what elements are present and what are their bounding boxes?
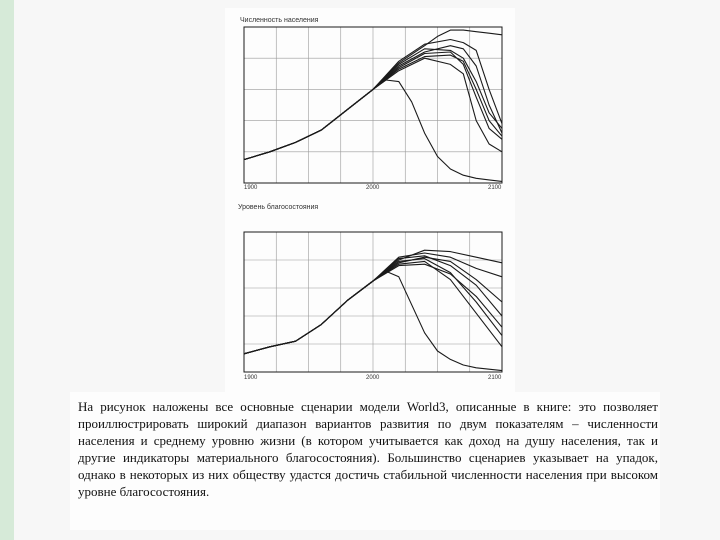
population-x-tick-2100: 2100	[488, 185, 502, 191]
population-chart	[244, 27, 502, 183]
welfare-chart	[244, 232, 502, 372]
population-x-tick-2000: 2000	[366, 185, 380, 191]
welfare-x-tick-1900: 1900	[244, 375, 258, 381]
population-x-tick-1900: 1900	[244, 185, 258, 191]
welfare-chart-title: Уровень благосостояния	[238, 204, 319, 211]
welfare-x-tick-2000: 2000	[366, 375, 380, 381]
figure-caption: На рисунок наложены все основные сценарии модели World3, описанные в книге: это позволяет проиллюстрировать широкий диапазон вариантов развития по двум показателям – численности населения и среднему уровню жизни (в котором учитывается как доход на душу населения, так и другие индикаторы материального благосостояния). Большинство сценариев указывает на упадок, однако в некоторых из них обществу удастся достичь стабильной численности населения при высоком уровне благосостояния.	[78, 399, 658, 499]
slide-accent-bar	[0, 0, 14, 540]
population-chart-title: Численность населения	[240, 17, 319, 24]
welfare-x-tick-2100: 2100	[488, 375, 502, 381]
